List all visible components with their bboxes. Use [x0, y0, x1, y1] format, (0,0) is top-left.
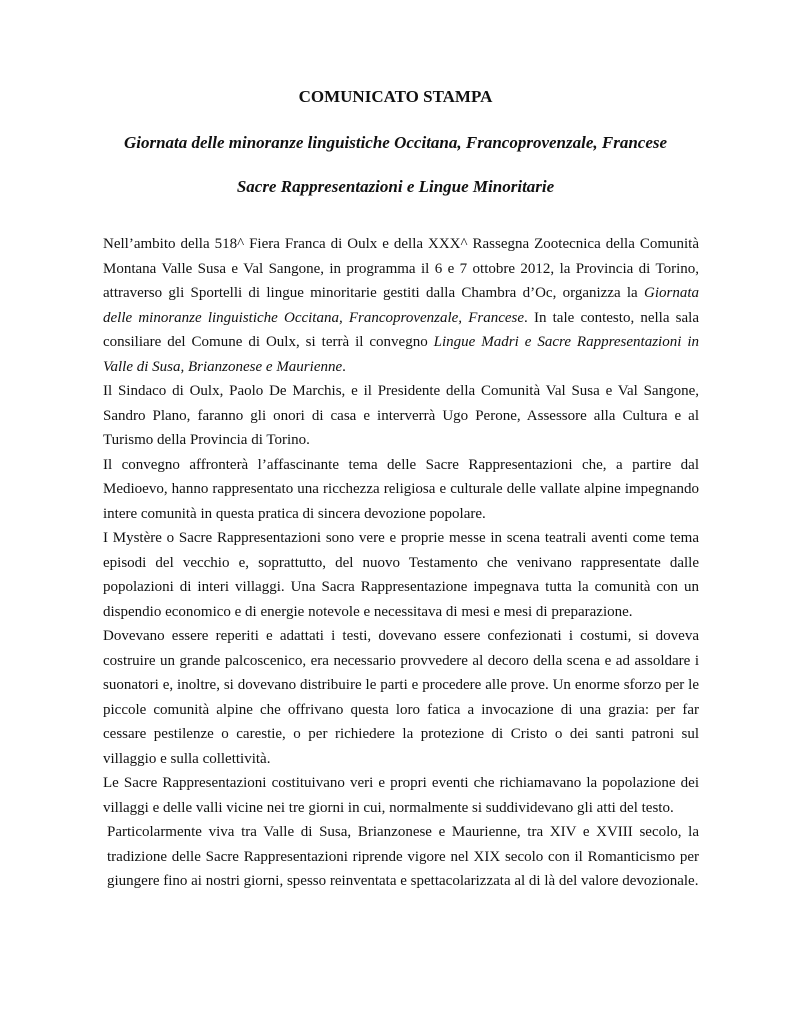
paragraph-preparation: Dovevano essere reperiti e adattati i testi, dovevano essere confezionati i costumi, si doveva costruire un grande palcoscenico, era necessario provvedere al decoro della scena e ad assoldare i suonatori e, inoltre, si dovevano distribuire le parti e procedere alle prove. Un enorme sforzo per le piccole comunità alpine che offrivano questa loro fatica a invocazione di una grazia: per far cessare pestilenze o carestie, o per richiedere la protezione di Cristo o dei santi patroni sul villaggio e sulla collettività.	[103, 628, 699, 767]
paragraph-intro-text-c: .	[342, 358, 346, 375]
paragraph-intro	[103, 232, 699, 379]
paragraph-intro-text-b: . In tale contesto, nella sala consiliare del Comune di Oulx, si terrà il convegno	[103, 309, 700, 350]
paragraph-events: Le Sacre Rappresentazioni costituivano veri e propri eventi che richiamavano la popolazione dei villaggi e delle valli vicine nei tre giorni in cui, normalmente si suddividevano gli atti del testo.	[103, 775, 699, 816]
event-name-italic: Giornata delle minoranze linguistiche Occitana, Francoprovenzale, Francese	[103, 285, 699, 326]
document-body	[103, 232, 699, 894]
topic-subtitle: Sacre Rappresentazioni e Lingue Minoritarie	[236, 177, 555, 196]
event-subtitle: Giornata delle minoranze linguistiche Occitana, Francoprovenzale, Francese	[123, 133, 668, 152]
paragraph-speakers: Il Sindaco di Oulx, Paolo De Marchis, e il Presidente della Comunità Val Susa e Val Sangone, Sandro Plano, faranno gli onori di casa e interverrà Ugo Perone, Assessore alla Cultura e al Turismo della Provincia di Torino.	[103, 383, 699, 448]
conference-title-italic: Lingue Madri e Sacre Rappresentazioni in Valle di Susa, Brianzonese e Maurienne	[103, 334, 700, 375]
paragraph-tradition: Particolarmente viva tra Valle di Susa, Brianzonese e Maurienne, tra XIV e XVIII secolo, la tradizione delle Sacre Rappresentazioni riprende vigore nel XIX secolo con il Romanticismo per giungere fino ai nostri giorni, spesso reinventata e spettacolarizzata al di là del valore devozionale.	[107, 824, 699, 889]
paragraph-mystere: I Mystère o Sacre Rappresentazioni sono vere e proprie messe in scena teatrali aventi come tema episodi del vecchio e, soprattutto, del nuovo Testamento che venivano rappresentate dalle popolazioni di interi villaggi. Una Sacra Rappresentazione impegnava tutta la comunità con un dispendio economico e di energie notevole e necessitava di mesi e mesi di preparazione.	[103, 530, 699, 620]
paragraph-intro-text-a: Nell’ambito della 518^ Fiera Franca di Oulx e della XXX^ Rassegna Zootecnica della Comunità Montana Valle Susa e Val Sangone, in programma il 6 e 7 ottobre 2012, la Provincia di Torino, attraverso gli Sportelli di lingue minoritarie gestiti dalla Chambra d’Oc, organizza la	[103, 236, 699, 301]
document-title: COMUNICATO STAMPA	[298, 87, 493, 106]
paragraph-theme: Il convegno affronterà l’affascinante tema delle Sacre Rappresentazioni che, a partire dal Medioevo, hanno rappresentato una ricchezza religiosa e culturale delle vallate alpine impegnando intere comunità in questa pratica di sincera devozione popolare.	[103, 456, 699, 522]
